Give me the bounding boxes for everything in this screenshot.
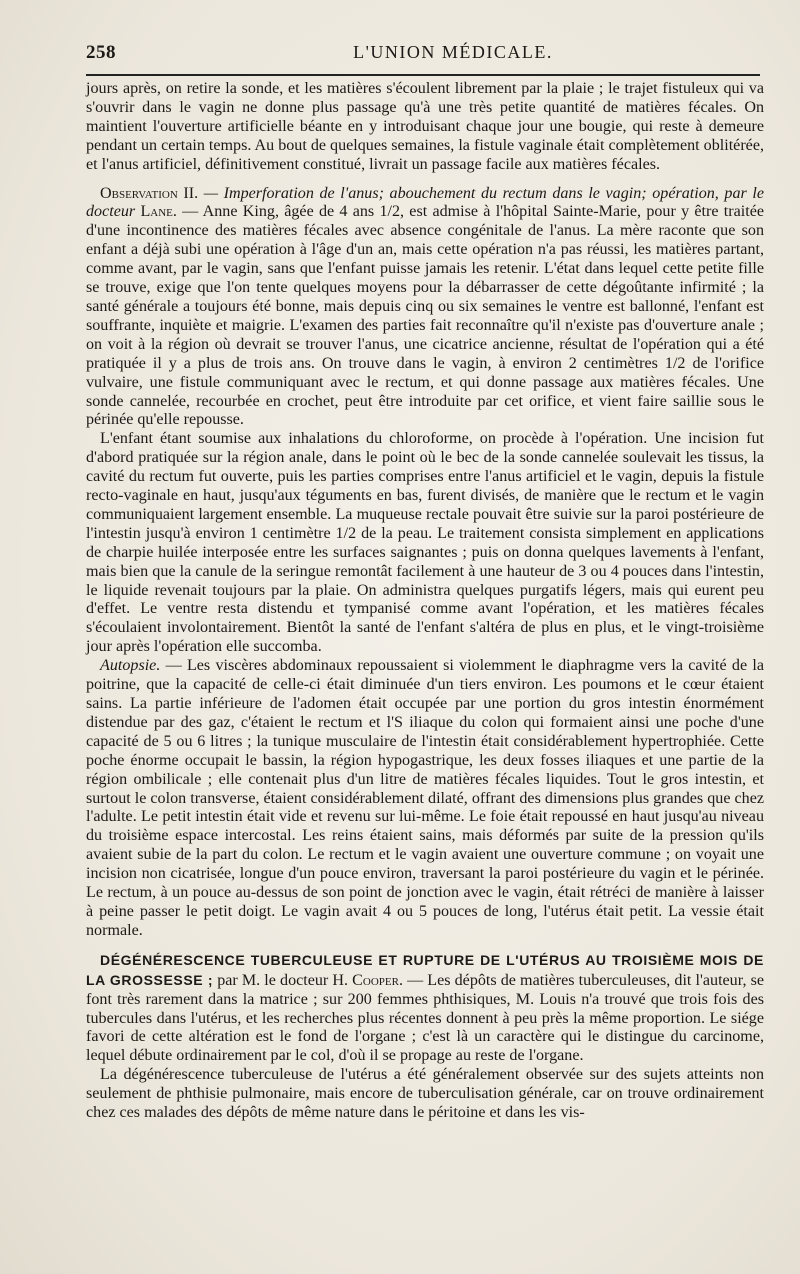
paragraph-autopsy — [86, 657, 764, 941]
paragraph-final: La dégénérescence tuberculeuse de l'utérus a été généralement observée sur des sujets atteints non seulement de phthisie pulmonaire, mais encore de tuberculisation générale, car on trouve ordinairement chez ces malades des dépôts de même nature dans le péritoine et dans les vis- — [86, 1066, 764, 1122]
header-rule — [86, 74, 760, 76]
paragraph-operation: L'enfant étant soumise aux inhalations du chloroforme, on procède à l'opération. Une incision fut d'abord pratiquée sur la région anale, dans le point où le bec de la sonde cannelée soulevait les tissus, la cavité du rectum fut ouverte, puis les parties comprises entre l'anus artificiel et le vagin, depuis la fistule recto-vaginale en haut, jusqu'aux téguments en bas, furent divisés, de manière que le rectum et le vagin communiquaient largement ensemble. La muqueuse rectale pouvait être suivie sur la paroi postérieure de l'intestin jusqu'à environ 1 centimètre 1/2 de la peau. Le traitement consista simplement en applications de charpie huilée interposée entre les surfaces saignantes ; puis on donna quelques lavements à l'enfant, mais bien que la canule de la seringue remontât facilement à une hauteur de 3 ou 4 pouces dans l'intestin, le liquide revenait toujours par la plaie. On administra quelques purgatifs légers, mais qui eurent peu d'effet. Le ventre resta distendu et tympanisé comme avant l'opération, et les matières fécales s'écoulaient involontairement. Bientôt la santé de l'enfant s'altéra de plus en plus, et le vingt-troisième jour après l'opération elle succomba. — [86, 430, 764, 656]
observation-author: Lane. — [140, 203, 177, 221]
page-header — [86, 38, 760, 68]
observation-text: — Anne King, âgée de 4 ans 1/2, est admise à l'hôpital Sainte-Marie, pour y être traitée d'une incontinence des matières fécales avec absence congénitale de l'anus. La mère raconte que son enfant a déjà subi une opération à l'âge d'un an, mais cette opération n'a pas réussi, les matières partant, comme avant, par le vagin, sans que l'enfant puisse jamais les retenir. L'état dans lequel cette petite fille se trouve, exige que l'on tente quelques moyens pour la débarrasser de cette dégoûtante infirmité ; la santé générale a toujours été bonne, mais depuis cinq ou six semaines le ventre est ballonné, l'enfant est souffrante, inquiète et maigrie. L'examen des parties fait reconnaître qu'il n'existe pas d'ouverture anale ; on voit à la région où devrait se trouver l'anus, une cicatrice ancienne, résultat de l'opération qui a été pratiquée il y a plus de trois ans. On trouve dans le vagin, à environ 2 centimètres 1/2 de l'orifice vulvaire, une fistule communiquant avec le rectum, et qui donne passage aux matières fécales. Une sonde cannelée, recourbée en crochet, peut être introduite par cet orifice, et vient faire saillie sous le périnée qu'elle repousse. — [86, 203, 765, 429]
section-title: DÉGÉNÉRESCENCE TUBERCULEUSE ET RUPTURE DE L'UTÉRUS AU TROISIÈME MOIS DE LA GROSSESSE ; — [86, 951, 764, 988]
section-text: — Les dépôts de matières tuberculeuses, dit l'auteur, se font très rarement dans la matrice ; sur 200 femmes phthisiques, M. Louis n'a trouvé que trois fois des tubercules dans l'utérus, et les recherches plus récentes donnent à peu près la même proportion. Le siége favori de cette altération est le fond de l'organe ; c'est là un caractère qui le distingue du carcinome, lequel débute ordinairement par le col, d'où il se propage au reste de l'organe. — [86, 971, 764, 1065]
paragraph-section — [86, 951, 764, 1066]
page-number: 258 — [86, 42, 116, 63]
article-body — [86, 80, 764, 1123]
running-title: L'UNION MÉDICALE. — [353, 42, 553, 62]
observation-label: Observation II. — [100, 184, 199, 202]
observation-title: — Imperforation de l'anus; abouchement du rectum dans le vagin; opération, par le docteur — [86, 184, 764, 221]
autopsy-text: — Les viscères abdominaux repoussaient si violemment le diaphragme vers la cavité de la poitrine, que la capacité de celle-ci était diminuée d'un tiers environ. Les poumons et le cœur étaient sains. La partie inférieure de l'adomen était occupée par une portion du gros intestin énormément distendue par des gaz, c'étaient le rectum et l'S iliaque du colon qui formaient ainsi une poche d'une capacité de 5 ou 6 litres ; la tunique musculaire de l'intestin était considérablement hypertrophiée. Cette poche énorme occupait le bassin, la région hypogastrique, les deux fosses iliaques et une partie de la région ombilicale ; elle contenait plus d'un litre de matières fécales liquides. Tout le gros intestin, et surtout le colon transverse, étaient considérablement dilaté, offrant des dimensions plus grandes que chez l'adulte. Le petit intestin était vide et revenu sur lui-même. Le foie était repoussé en haut jusqu'au niveau du troisième espace intercostal. Les reins étaient sains, mais déformés par suite de la pression qu'ils avaient subie de la part du colon. Le rectum et le vagin avaient une ouverture commune ; on voyait une incision non cicatrisée, longue d'un pouce environ, traversant la paroi postérieure du vagin et le périnée. Le rectum, à un pouce au-dessus de son point de jonction avec le vagin, était rétréci de manière à laisser à peine passer le petit doigt. Le vagin avait 4 ou 5 pouces de long, l'utérus était petit. La vessie était normale. — [86, 657, 764, 939]
paragraph-observation — [86, 185, 764, 431]
paragraph-intro: jours après, on retire la sonde, et les matières s'écoulent librement par la plaie ; le trajet fistuleux qui va s'ouvrir dans le vagin ne donne plus passage qu'à une très petite quantité de matières fécales. On maintient l'ouverture artificielle béante en y introduisant chaque jour une bougie, qui reste à demeure pendant un certain temps. Au bout de quelques semaines, la fistule vaginale était complètement oblitérée, et l'anus artificiel, définitivement constitué, livrait un passage facile aux matières fécales. — [86, 80, 764, 173]
section-author: H. Cooper. — [332, 971, 403, 989]
section-author-prefix: par M. le docteur — [213, 971, 333, 989]
autopsy-label: Autopsie. — [100, 657, 161, 675]
